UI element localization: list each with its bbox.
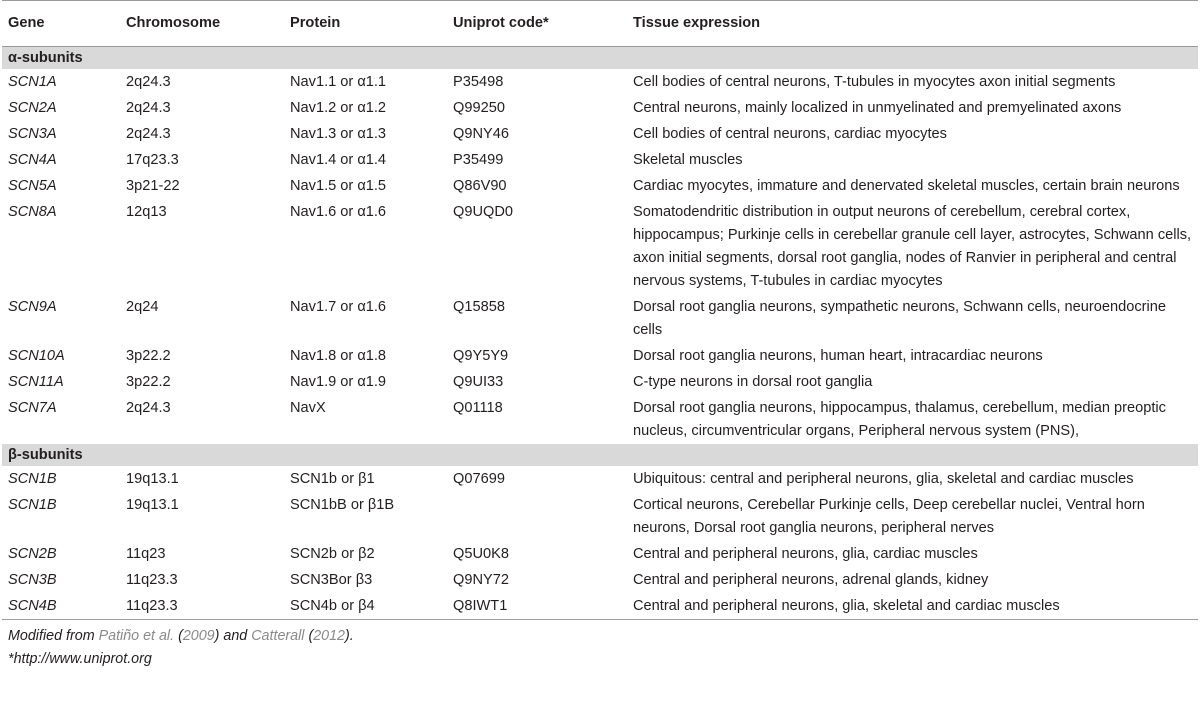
ref-catterall-link[interactable]: Catterall [251, 628, 305, 644]
table-row [2, 466, 1198, 492]
gene-cell: SCN7A [8, 400, 57, 416]
tissue-expression-cell: Central and peripheral neurons, glia, skeletal and cardiac muscles [627, 593, 1198, 620]
uniprot-code-cell: Q9UI33 [453, 374, 504, 390]
chromosome-cell: 2q24.3 [126, 74, 171, 90]
protein-cell: SCN1bB or β1B [290, 497, 395, 513]
uniprot-note [8, 648, 1200, 671]
asterisk-mark: * [8, 651, 14, 667]
header-protein: Protein [284, 5, 447, 47]
section-header-row [2, 444, 1198, 466]
table-body [2, 47, 1198, 620]
table-footnotes [8, 625, 1200, 671]
uniprot-code-cell: Q07699 [453, 471, 505, 487]
chromosome-cell: 17q23.3 [126, 152, 179, 168]
ref-catterall-paren-open: ( [304, 628, 314, 644]
chromosome-cell: 19q13.1 [126, 471, 179, 487]
table-row [2, 395, 1198, 444]
source-note [8, 625, 1200, 648]
source-and: and [219, 628, 252, 644]
uniprot-code-cell: Q9UQD0 [453, 204, 514, 220]
tissue-expression-cell: C-type neurons in dorsal root ganglia [633, 374, 873, 390]
protein-cell: Nav1.9 or α1.9 [290, 374, 387, 390]
uniprot-code-cell: Q86V90 [453, 178, 507, 194]
protein-cell: Nav1.4 or α1.4 [290, 152, 387, 168]
protein-cell: Nav1.7 or α1.6 [290, 299, 387, 315]
tissue-expression-cell: Cell bodies of central neurons, T-tubules in myocytes axon initial segments [633, 74, 1116, 90]
table-row [2, 567, 1198, 593]
protein-cell: Nav1.6 or α1.6 [290, 204, 387, 220]
table-header [2, 1, 1198, 47]
tissue-expression-cell: Dorsal root ganglia neurons, hippocampus, thalamus, cerebellum, median preoptic nucleus, circumventricular organs, Peripheral nervous system (PNS), [633, 400, 1166, 439]
gene-cell: SCN1B [8, 497, 57, 513]
tissue-expression-cell: Central and peripheral neurons, adrenal glands, kidney [633, 572, 989, 588]
gene-cell: SCN1B [8, 471, 57, 487]
table-row [2, 121, 1198, 147]
gene-cell: SCN5A [8, 178, 57, 194]
header-uniprot-code: Uniprot code* [447, 5, 627, 47]
protein-cell: SCN1b or β1 [290, 471, 375, 487]
ref-patino-year-link[interactable]: 2009 [182, 628, 215, 644]
uniprot-code-cell: Q15858 [453, 299, 505, 315]
gene-cell: SCN8A [8, 204, 57, 220]
ref-catterall-year-link[interactable]: 2012 [313, 628, 346, 644]
header-tissue-expression: Tissue expression [627, 5, 1198, 47]
uniprot-code-cell: Q8IWT1 [447, 593, 627, 620]
tissue-expression-cell: Dorsal root ganglia neurons, sympathetic neurons, Schwann cells, neuroendocrine cells [633, 299, 1166, 338]
gene-cell: SCN9A [8, 299, 57, 315]
table-row [2, 541, 1198, 567]
section-title: β-subunits [2, 444, 1198, 466]
uniprot-code-cell [447, 492, 627, 541]
protein-cell: SCN2b or β2 [290, 546, 375, 562]
protein-cell: Nav1.1 or α1.1 [290, 74, 387, 90]
table-row [2, 95, 1198, 121]
section-title: α-subunits [2, 47, 1198, 70]
tissue-expression-cell: Cell bodies of central neurons, cardiac myocytes [633, 126, 947, 142]
table-row [2, 492, 1198, 541]
chromosome-cell: 19q13.1 [126, 497, 179, 513]
tissue-expression-cell: Cardiac myocytes, immature and denervated skeletal muscles, certain brain neurons [633, 178, 1180, 194]
protein-cell: SCN4b or β4 [284, 593, 447, 620]
table-row [2, 343, 1198, 369]
gene-cell: SCN11A [8, 374, 64, 390]
chromosome-cell: 2q24.3 [126, 100, 171, 116]
tissue-expression-cell: Central neurons, mainly localized in unmyelinated and premyelinated axons [633, 100, 1122, 116]
gene-cell: SCN2A [8, 100, 57, 116]
chromosome-cell: 3p22.2 [126, 348, 171, 364]
uniprot-code-cell: P35499 [453, 152, 504, 168]
tissue-expression-cell: Ubiquitous: central and peripheral neurons, glia, skeletal and cardiac muscles [633, 471, 1134, 487]
section-header-row [2, 47, 1198, 70]
protein-cell: Nav1.5 or α1.5 [290, 178, 387, 194]
ref-patino-paren-close: ) [214, 628, 220, 644]
gene-cell: SCN10A [8, 348, 65, 364]
chromosome-cell: 11q23.3 [120, 593, 284, 620]
chromosome-cell: 2q24.3 [126, 126, 171, 142]
protein-cell: Nav1.3 or α1.3 [290, 126, 387, 142]
chromosome-cell: 2q24.3 [126, 400, 171, 416]
uniprot-code-cell: Q9NY72 [453, 572, 509, 588]
chromosome-cell: 2q24 [126, 299, 159, 315]
header-gene: Gene [2, 5, 120, 47]
ref-catterall-paren-close: ). [345, 628, 354, 644]
table-row [2, 593, 1198, 620]
table-row [2, 294, 1198, 343]
chromosome-cell: 3p22.2 [126, 374, 171, 390]
gene-cell: SCN4A [8, 152, 57, 168]
sodium-channel-table [2, 0, 1198, 620]
tissue-expression-cell: Central and peripheral neurons, glia, cardiac muscles [633, 546, 978, 562]
chromosome-cell: 11q23.3 [126, 572, 178, 588]
header-row [2, 5, 1198, 47]
uniprot-url: http://www.uniprot.org [13, 651, 152, 667]
gene-cell: SCN2B [8, 546, 57, 562]
table-row [2, 369, 1198, 395]
uniprot-code-cell: P35498 [453, 74, 504, 90]
ref-patino-link[interactable]: Patiño et al. [98, 628, 175, 644]
protein-cell: Nav1.2 or α1.2 [290, 100, 387, 116]
protein-cell: SCN3Bor β3 [290, 572, 373, 588]
tissue-expression-cell: Skeletal muscles [633, 152, 743, 168]
gene-cell: SCN3A [8, 126, 57, 142]
source-prefix: Modified from [8, 628, 99, 644]
chromosome-cell: 12q13 [126, 204, 167, 220]
protein-cell: NavX [290, 400, 326, 416]
chromosome-cell: 11q23 [126, 546, 166, 562]
protein-cell: Nav1.8 or α1.8 [290, 348, 387, 364]
ref-patino-paren-open: ( [174, 628, 183, 644]
table-row [2, 147, 1198, 173]
uniprot-code-cell: Q9Y5Y9 [453, 348, 509, 364]
table-row [2, 199, 1198, 294]
gene-cell: SCN1A [8, 74, 57, 90]
tissue-expression-cell: Somatodendritic distribution in output neurons of cerebellum, cerebral cortex, hippocampus; Purkinje cells in cerebellar granule cell layer, astrocytes, Schwann cells, axon initial segments, dorsal root ganglia, nodes of Ranvier in peripheral and central nervous systems, T-tubules in cardiac myocytes [633, 204, 1192, 289]
uniprot-code-cell: Q99250 [453, 100, 505, 116]
gene-cell: SCN4B [2, 593, 120, 620]
tissue-expression-cell: Cortical neurons, Cerebellar Purkinje cells, Deep cerebellar nuclei, Ventral horn neurons, Dorsal root ganglia neurons, peripheral nerves [633, 497, 1145, 536]
tissue-expression-cell: Dorsal root ganglia neurons, human heart, intracardiac neurons [633, 348, 1043, 364]
uniprot-code-cell: Q5U0K8 [453, 546, 509, 562]
gene-cell: SCN3B [8, 572, 57, 588]
table-row [2, 69, 1198, 95]
header-chromosome: Chromosome [120, 5, 284, 47]
uniprot-code-cell: Q01118 [453, 400, 503, 416]
table-row [2, 173, 1198, 199]
chromosome-cell: 3p21-22 [126, 178, 180, 194]
uniprot-code-cell: Q9NY46 [453, 126, 509, 142]
